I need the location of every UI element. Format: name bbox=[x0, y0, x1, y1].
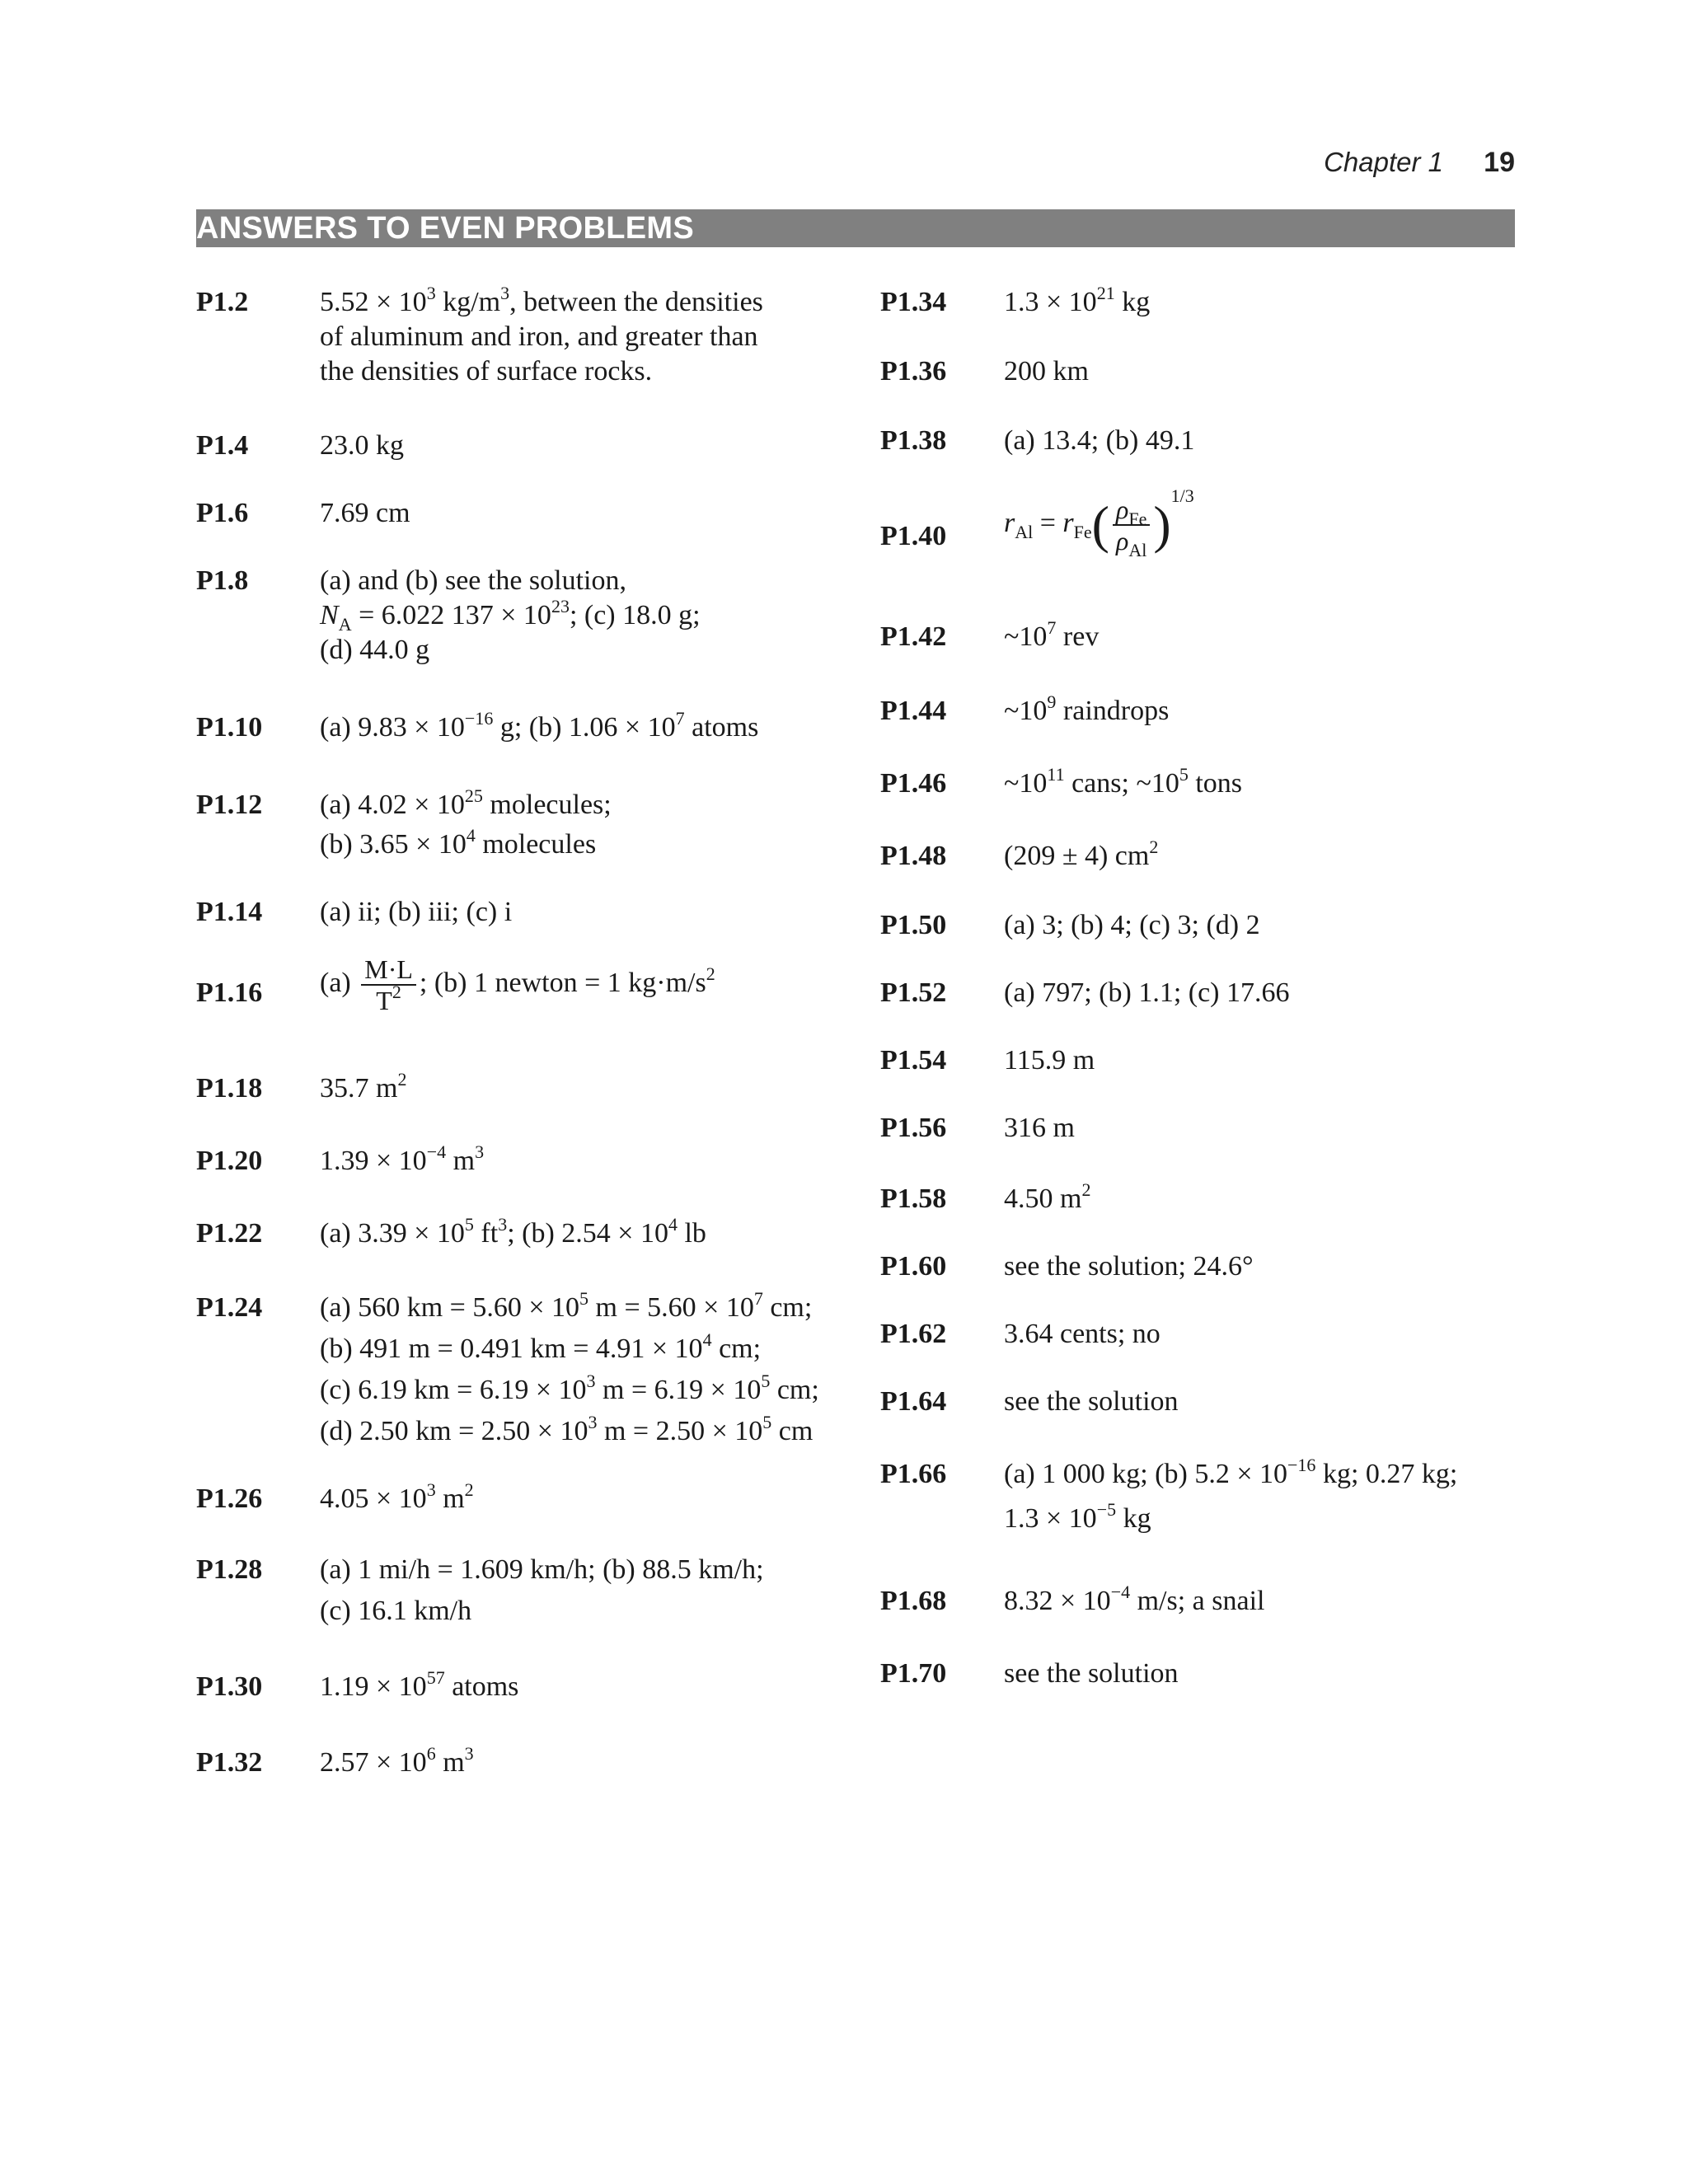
answer-text: 316 m bbox=[1004, 1113, 1075, 1143]
answer-text: see the solution bbox=[1004, 1386, 1179, 1417]
answer-text: 7.69 cm bbox=[320, 498, 410, 528]
problem-label: P1.58 bbox=[880, 1183, 947, 1214]
page-number: 19 bbox=[1484, 147, 1515, 178]
answer-text: 3.64 cents; no bbox=[1004, 1319, 1160, 1349]
problem-label: P1.6 bbox=[196, 498, 249, 528]
problem-label: P1.56 bbox=[880, 1113, 947, 1143]
answer-text: 115.9 m bbox=[1004, 1045, 1095, 1076]
answer-text bbox=[320, 1553, 764, 1629]
chapter-label: Chapter 1 bbox=[1324, 147, 1443, 177]
answer-text: see the solution; 24.6° bbox=[1004, 1251, 1254, 1282]
answer-text: $1.39 \times 10^{-4}$ $m^3$ bbox=[320, 1141, 485, 1176]
answer-line: (d) 2.50 km = $2.50 \times 10^3$ $m = 2.50 \times 10^5$ cm bbox=[320, 1412, 814, 1446]
problem-label: P1.42 bbox=[880, 621, 947, 652]
problem-label: P1.30 bbox=[196, 1671, 263, 1702]
running-head bbox=[1324, 147, 1515, 179]
answer-line: $N_A = 6.022$ $137 \times 10^{23}$; (c) 18.0 g; bbox=[320, 596, 701, 635]
problem-label: P1.64 bbox=[880, 1386, 947, 1417]
problem-label: P1.34 bbox=[880, 287, 947, 317]
answer-line: the densities of surface rocks. bbox=[320, 356, 653, 387]
problem-label: P1.22 bbox=[196, 1218, 263, 1249]
answer-line: (a) $4.02 \times 10^{25}$ molecules; bbox=[320, 785, 612, 820]
fraction: $\frac{M\cdot L}{T^2}$ bbox=[361, 954, 416, 1015]
problem-label: P1.36 bbox=[880, 356, 947, 387]
answer-text: (a) ii; (b) iii; (c) i bbox=[320, 897, 513, 927]
answer-text: (a) 3; (b) 4; (c) 3; (d) 2 bbox=[1004, 910, 1260, 940]
answer-text: $1.3 \times 10^{21}$ kg bbox=[1004, 283, 1151, 317]
answer-text: $8.32 \times 10^{-4}$ m/s; a snail bbox=[1004, 1582, 1265, 1616]
problem-label: P1.28 bbox=[196, 1554, 263, 1585]
problem-label: P1.24 bbox=[196, 1292, 263, 1323]
problem-label: P1.54 bbox=[880, 1045, 947, 1076]
answer-text: 4.50 $m^2$ bbox=[1004, 1179, 1091, 1214]
answer-line: (a) 560 km = $5.60 \times 10^5$ $m = 5.60 \times 10^7$ cm; bbox=[320, 1288, 813, 1323]
problem-label: P1.20 bbox=[196, 1146, 263, 1176]
answer-text: (209 ± 4) $cm^2$ bbox=[1004, 837, 1159, 871]
answer-line: (b) $3.65 \times 10^4$ molecules bbox=[320, 825, 597, 860]
answer-text: (a) $3.39 \times 10^5$ $ft^3$; (b) $2.54 \times 10^4$ lb bbox=[320, 1214, 706, 1249]
problem-label: P1.70 bbox=[880, 1658, 947, 1689]
answer-text bbox=[320, 564, 701, 668]
answer-text: see the solution bbox=[1004, 1658, 1179, 1689]
fraction: $\frac{\rho_{Fe}}{\rho_{Al}}$ bbox=[1113, 494, 1150, 555]
answer-text: $\sim 10^9$ raindrops bbox=[1004, 691, 1170, 726]
answer-text bbox=[1004, 1457, 1457, 1536]
problem-label: P1.68 bbox=[880, 1586, 947, 1616]
problem-label: P1.16 bbox=[196, 977, 263, 1008]
answer-text: $r_{Al} = r_{Fe}$( $\frac{\rho_{Fe}}{\rho_{Al}}$ )$^{1/3}$ bbox=[1004, 485, 1194, 560]
answer-line: $1.3 \times 10^{-5}$ kg bbox=[1004, 1499, 1151, 1534]
answer-text: $4.05 \times 10^3$ $m^2$ bbox=[320, 1479, 474, 1514]
problem-label: P1.26 bbox=[196, 1483, 263, 1514]
answer-text bbox=[320, 1288, 819, 1449]
problem-label: P1.48 bbox=[880, 841, 947, 871]
problem-label: P1.38 bbox=[880, 425, 947, 456]
answer-text bbox=[320, 285, 763, 389]
answer-text: $2.57 \times 10^6$ $m^3$ bbox=[320, 1743, 474, 1778]
problem-label: P1.50 bbox=[880, 910, 947, 940]
answer-line: (d) 44.0 g bbox=[320, 635, 430, 665]
answer-text: $\sim 10^7$ rev bbox=[1004, 617, 1100, 652]
answer-line: (a) 1 mi/h = 1.609 km/h; (b) 88.5 km/h; bbox=[320, 1554, 764, 1585]
answer-line: (a) and (b) see the solution, bbox=[320, 565, 626, 596]
problem-label: P1.18 bbox=[196, 1073, 263, 1104]
problem-label: P1.46 bbox=[880, 768, 947, 799]
answer-text: (a) 797; (b) 1.1; (c) 17.66 bbox=[1004, 977, 1290, 1008]
answer-text: (a) $9.83 \times 10^{-16}$ g; (b) $1.06 \times 10^7$ atoms bbox=[320, 708, 759, 743]
problem-label: P1.62 bbox=[880, 1319, 947, 1349]
answer-text: (a) 13.4; (b) 49.1 bbox=[1004, 425, 1195, 456]
answer-text: 23.0 kg bbox=[320, 430, 404, 461]
answer-text bbox=[320, 785, 612, 862]
problem-label: P1.60 bbox=[880, 1251, 947, 1282]
answer-text: 35.7 $m^2$ bbox=[320, 1069, 407, 1104]
answer-line: (a) 1 000 kg; (b) $5.2 \times 10^{-16}$ kg; 0.27 kg; bbox=[1004, 1455, 1458, 1489]
answer-text: $1.19 \times 10^{57}$ atoms bbox=[320, 1667, 519, 1702]
answer-line: of aluminum and iron, and greater than bbox=[320, 321, 758, 352]
answer-line: $5.52 \times 10^3$ $kg/m^3$, between the densities bbox=[320, 283, 763, 317]
problem-label: P1.40 bbox=[880, 521, 947, 551]
problem-label: P1.52 bbox=[880, 977, 947, 1008]
problem-label: P1.32 bbox=[196, 1747, 263, 1778]
problem-label: P1.66 bbox=[880, 1459, 947, 1489]
problem-label: P1.44 bbox=[880, 696, 947, 726]
problem-label: P1.2 bbox=[196, 287, 249, 317]
problem-label: P1.10 bbox=[196, 712, 263, 743]
answer-line: (c) 6.19 km = $6.19 \times 10^3$ $m = 6.19 \times 10^5$ cm; bbox=[320, 1371, 819, 1405]
problem-label: P1.8 bbox=[196, 565, 249, 596]
answer-text: 200 km bbox=[1004, 356, 1089, 387]
answer-line: (b) 491 m = 0.491 km = $4.91 \times 10^4$ cm; bbox=[320, 1329, 762, 1364]
answer-text: (a) $\frac{M\cdot L}{T^2}$ ; (b) 1 newton = 1 $kg\cdot m/s^2$ bbox=[320, 954, 715, 1015]
problem-label: P1.14 bbox=[196, 897, 263, 927]
answer-line: (c) 16.1 km/h bbox=[320, 1596, 472, 1626]
section-title: ANSWERS TO EVEN PROBLEMS bbox=[196, 209, 1515, 247]
problem-label: P1.12 bbox=[196, 790, 263, 820]
problem-label: P1.4 bbox=[196, 430, 249, 461]
answer-text: $\sim 10^{11}$ cans; $\sim 10^5$ tons bbox=[1004, 764, 1243, 799]
